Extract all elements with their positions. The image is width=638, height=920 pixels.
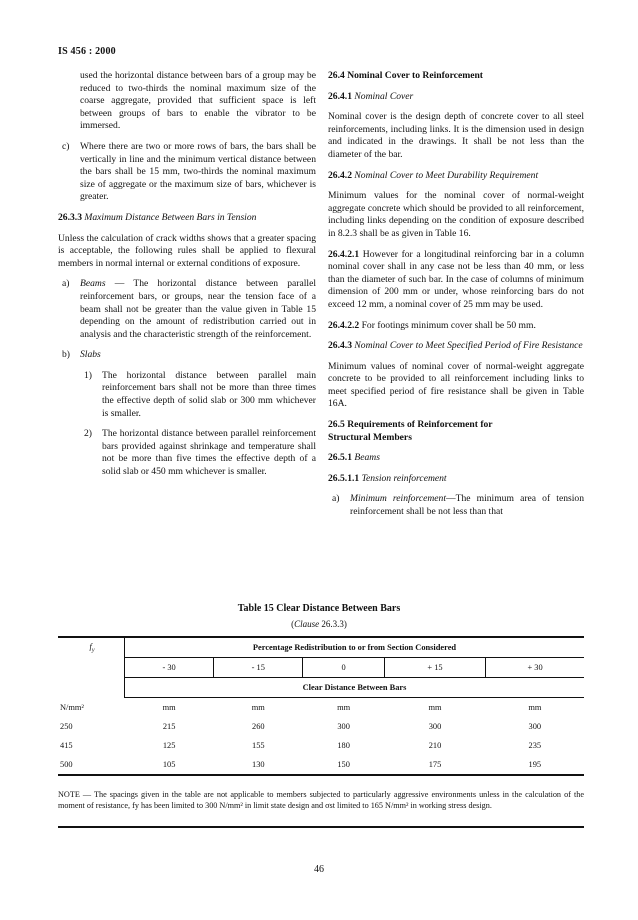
table-cell: 150 — [303, 755, 384, 775]
right-column — [328, 70, 584, 527]
paragraph-durability: Minimum values for the nominal cover of normal-weight aggregate concrete which should be provided to all reinforcement, including links depending on the condition of exposure described in 8.2.3 shall be as given in Table 16. — [328, 190, 584, 239]
table-clause-reference: (Clause 26.3.3) — [291, 619, 347, 629]
heading-line-1: 26.5 Requirements of Reinforcement for — [328, 419, 493, 431]
paragraph-26-4-2-2 — [328, 320, 584, 333]
clear-distance-header: Clear Distance Between Bars — [125, 678, 585, 698]
section-number: 26.4.2.1 — [328, 248, 360, 260]
list-text: The horizontal distance between parallel reinforcement bars provided against shrinkage and temperature shall not be more than five times the effective depth of a solid slab or 450 mm whichever is smaller. — [102, 428, 316, 478]
table-cell: 105 — [125, 755, 214, 775]
section-title: Nominal Cover to Meet Specified Period of Fire Resistance — [354, 340, 583, 352]
clause-number: 26.3.3 — [321, 619, 344, 629]
section-title: Maximum Distance Between Bars in Tension — [84, 211, 257, 223]
list-label: 1) — [84, 369, 92, 381]
section-title: Beams — [354, 452, 380, 464]
list-item-b-slabs — [62, 349, 316, 362]
list-label: a) — [62, 278, 70, 290]
list-label: b) — [62, 349, 70, 361]
table-row — [58, 736, 584, 755]
section-title: Nominal Cover to Meet Durability Requirement — [354, 169, 539, 181]
table-cell: 125 — [162, 741, 176, 750]
clear-distance-table — [58, 636, 584, 776]
list-title: Slabs — [80, 349, 101, 361]
table-cell: mm — [251, 703, 265, 712]
section-number: 26.3.3 — [58, 211, 82, 223]
section-number: 26.4.3 — [328, 340, 352, 352]
list-text — [80, 278, 316, 341]
clause-word: Clause — [294, 619, 320, 629]
table-row — [58, 755, 584, 775]
table-row — [58, 717, 584, 736]
heading-line-2: Structural Members — [328, 431, 412, 443]
table-cell: 260 — [252, 722, 265, 731]
table-cell: + 15 — [384, 658, 485, 678]
table-cell: mm — [337, 703, 351, 712]
table-cell: mm — [528, 703, 542, 712]
table-cell: 500 — [58, 755, 125, 775]
page-number: 46 — [314, 864, 324, 875]
list-label: 2) — [84, 428, 92, 440]
sub-list-item-2 — [84, 428, 316, 478]
table-cell: N/mm² — [60, 702, 84, 712]
table-cell: - 30 — [125, 658, 214, 678]
table-cell: 235 — [528, 741, 542, 750]
document-id-header: IS 456 : 2000 — [58, 46, 116, 57]
list-title: Minimum reinforcement — [350, 493, 446, 505]
paragraph-nominal-cover: Nominal cover is the design depth of concrete cover to all steel reinforcements, including links. It is the dimension used in design and indicated in the drawings. It shall be not less than the diameter of the bar. — [328, 111, 584, 160]
table-cell: mm — [162, 703, 176, 712]
paragraph-26-4-2-1 — [328, 249, 584, 312]
section-title: Tension reinforcement — [361, 472, 447, 484]
section-intro-paragraph: Unless the calculation of crack widths shows that a greater spacing is acceptable, the following rules shall be applied to flexural members in normal internal or external conditions of exposure. — [58, 232, 316, 269]
table-cell: 155 — [252, 741, 265, 750]
section-number: 26.4.2 — [328, 169, 352, 181]
section-heading-26-4-2 — [328, 170, 584, 183]
section-heading-26-5-1 — [328, 452, 584, 465]
table-cell: + 30 — [486, 658, 584, 678]
section-title: Nominal Cover — [354, 90, 414, 102]
list-item-min-reinforcement — [332, 493, 584, 518]
table-cell: 415 — [60, 741, 73, 750]
table-note: NOTE — The spacings given in the table are not applicable to members subjected to particularly aggressive environments unless in the calculation of the moment of resistance, fy has been limited to 300 N/mm² in limit state design and σst limited to 165 N/mm² in working stress design. — [58, 790, 584, 810]
section-heading-26-4: 26.4 Nominal Cover to Reinforcement — [328, 70, 483, 81]
continued-paragraph: used the horizontal distance between bars of a group may be reduced to two-thirds the nominal maximum size of the coarse aggregate, provided that sufficient space is left between groups of bars to enable the vibrator to be immersed. — [80, 70, 316, 132]
table-cell: 210 — [428, 741, 442, 750]
list-text — [350, 493, 584, 518]
list-item-c — [62, 141, 316, 204]
note-divider — [58, 826, 584, 828]
section-number: 26.4.2.2 — [328, 319, 360, 331]
section-number: 26.5.1 — [328, 452, 352, 464]
paragraph-text: For footings minimum cover shall be 50 mm. — [361, 319, 536, 331]
paragraph-text: However for a longitudinal reinforcing bar in a column nominal cover shall in any case not be less than 40 mm, or less than the diameter of such bar. In the case of columns of minimum dimension of 200 mm or under, whose reinforcing bars do not exceed 12 mm, a nominal cover of 25 mm may be used. — [328, 248, 584, 310]
paragraph-fire-resistance: Minimum values of nominal cover of normal-weight aggregate concrete to be provided to all reinforcement including links to meet specified period of fire resistance shall be given in Table 16A. — [328, 360, 584, 410]
table-cell: 180 — [337, 741, 350, 750]
table-cell: 175 — [384, 755, 485, 775]
fy-header: $f_y$ — [58, 637, 125, 698]
table-cell: 130 — [214, 755, 303, 775]
list-title: Beams — [80, 278, 106, 290]
left-column — [58, 70, 316, 487]
section-heading-26-4-1 — [328, 91, 584, 104]
list-item-a-beams — [62, 278, 316, 341]
section-heading-26-3-3 — [58, 212, 316, 225]
redistribution-header: Percentage Redistribution to or from Section Considered — [125, 637, 585, 658]
table-caption: Table 15 Clear Distance Between Bars — [237, 603, 401, 614]
table-cell: mm — [428, 703, 442, 712]
section-heading-26-5-1-1 — [328, 473, 584, 486]
table-cell: 215 — [162, 722, 176, 731]
list-body: — The horizontal distance between parallel reinforcement bars, or groups, near the tension face of a beam shall not be greater than the value given in Table 15 depending on the amount of redistribution carried out in analysis and the characteristic strength of the reinforcement. — [80, 278, 316, 340]
list-body: —The minimum area of tension reinforcement shall be not less than that — [350, 493, 584, 518]
list-text: Where there are two or more rows of bars, the bars shall be vertically in line and the minimum vertical distance between the bars shall be 15 mm, two-thirds the nominal maximum size of aggregate or the maximum size of bars, whichever is greater. — [80, 140, 316, 203]
units-row — [58, 698, 584, 718]
table-cell: 300 — [428, 722, 442, 731]
table-cell: - 15 — [214, 658, 303, 678]
section-heading-26-4-3 — [328, 340, 584, 353]
list-text: The horizontal distance between parallel main reinforcement bars shall not be more than three times the effective depth of solid slab or 300 mm whichever is smaller. — [102, 369, 316, 419]
table-cell: 300 — [528, 722, 542, 731]
table-cell: 250 — [60, 722, 73, 731]
section-heading-26-5 — [328, 419, 584, 444]
section-number: 26.5.1.1 — [328, 472, 360, 484]
list-label: a) — [332, 493, 340, 505]
section-number: 26.4.1 — [328, 90, 352, 102]
table-cell: 300 — [337, 722, 350, 731]
table-cell: 195 — [486, 755, 584, 775]
sub-list-item-1 — [84, 370, 316, 420]
redistribution-values-row — [58, 658, 584, 678]
list-label: c) — [62, 140, 70, 152]
table-cell: 0 — [303, 658, 384, 678]
